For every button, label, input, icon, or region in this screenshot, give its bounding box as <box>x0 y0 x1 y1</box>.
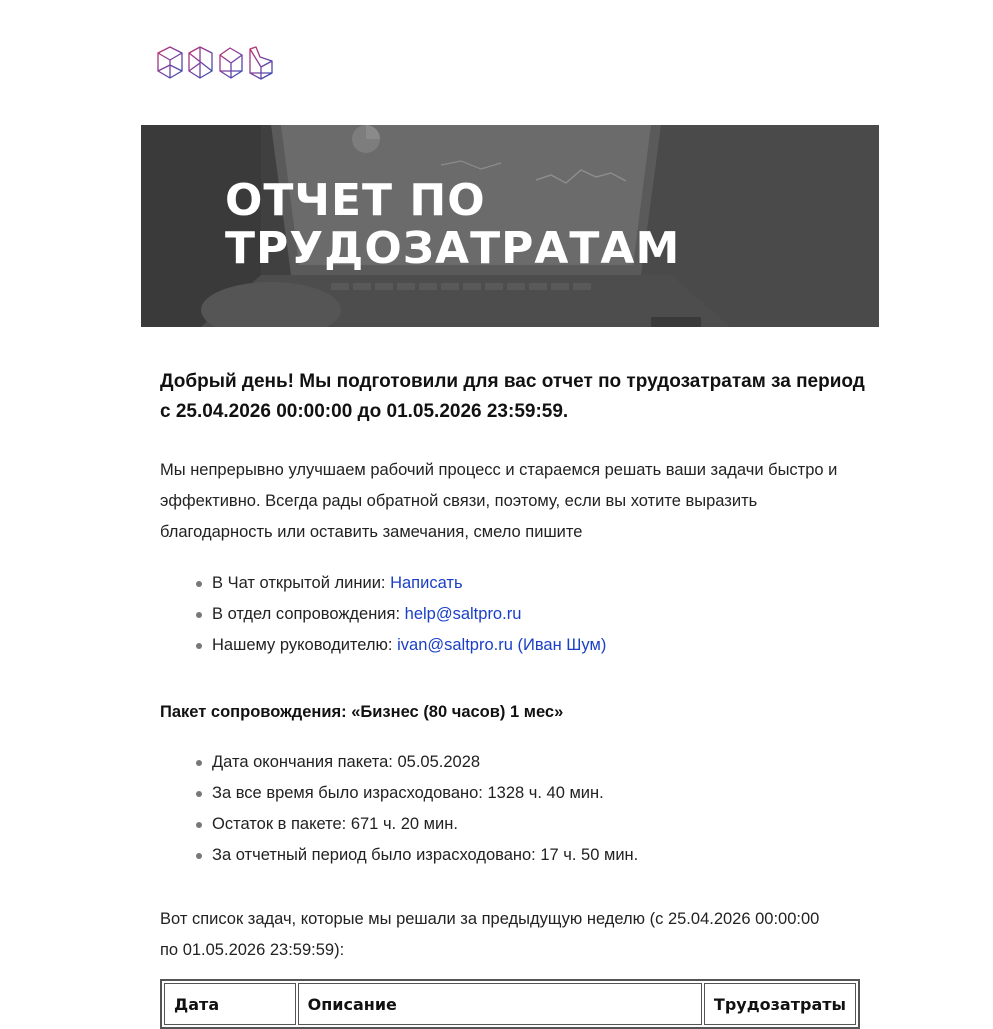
company-logo[interactable] <box>156 45 278 81</box>
contact-label: В Чат открытой линии: <box>212 574 391 592</box>
contact-item-manager <box>212 630 606 661</box>
package-info-item: За отчетный период было израсходовано: 17 ч. 50 мин. <box>212 840 638 871</box>
manager-email-link[interactable]: ivan@saltpro.ru (Иван Шум) <box>397 636 607 654</box>
contact-label: В отдел сопровождения: <box>212 605 405 623</box>
report-banner <box>141 125 879 327</box>
package-info-item: Дата окончания пакета: 05.05.2028 <box>212 747 638 778</box>
table-header-row <box>164 983 856 1025</box>
intro-paragraph: Мы непрерывно улучшаем рабочий процесс и стараемся решать ваши задачи быстро и эффективно. Всегда рады обратной связи, поэтому, если вы хотите выразить благодарность или оставить замечания, смело пишите <box>160 461 838 541</box>
column-header-effort: Трудозатраты <box>704 983 856 1025</box>
contact-label: Нашему руководителю: <box>212 636 398 654</box>
banner-title-line2: ТРУДОЗАТРАТАМ <box>225 223 681 274</box>
package-title: Пакет сопровождения: «Бизнес (80 часов) 1 мес» <box>160 703 564 721</box>
banner-title <box>225 177 680 273</box>
column-header-description: Описание <box>298 983 702 1025</box>
banner-title-line1: ОТЧЕТ ПО <box>225 175 486 226</box>
contacts-list <box>160 568 606 661</box>
tasks-table <box>160 979 860 1029</box>
column-header-date: Дата <box>164 983 296 1025</box>
package-info-item: За все время было израсходовано: 1328 ч. 40 мин. <box>212 778 638 809</box>
package-info-item: Остаток в пакете: 671 ч. 20 мин. <box>212 809 638 840</box>
package-info-list <box>160 747 638 871</box>
contact-item-chat <box>212 568 606 599</box>
tasks-intro: Вот список задач, которые мы решали за предыдущую неделю (с 25.04.2026 00:00:00 по 01.05.2026 23:59:59): <box>160 910 820 959</box>
chat-write-link[interactable]: Написать <box>390 574 463 592</box>
support-email-link[interactable]: help@saltpro.ru <box>404 605 522 623</box>
contact-item-support <box>212 599 606 630</box>
greeting-heading: Добрый день! Мы подготовили для вас отчет по трудозатратам за период с 25.04.2026 00:00:00 до 01.05.2026 23:59:59. <box>160 371 865 422</box>
